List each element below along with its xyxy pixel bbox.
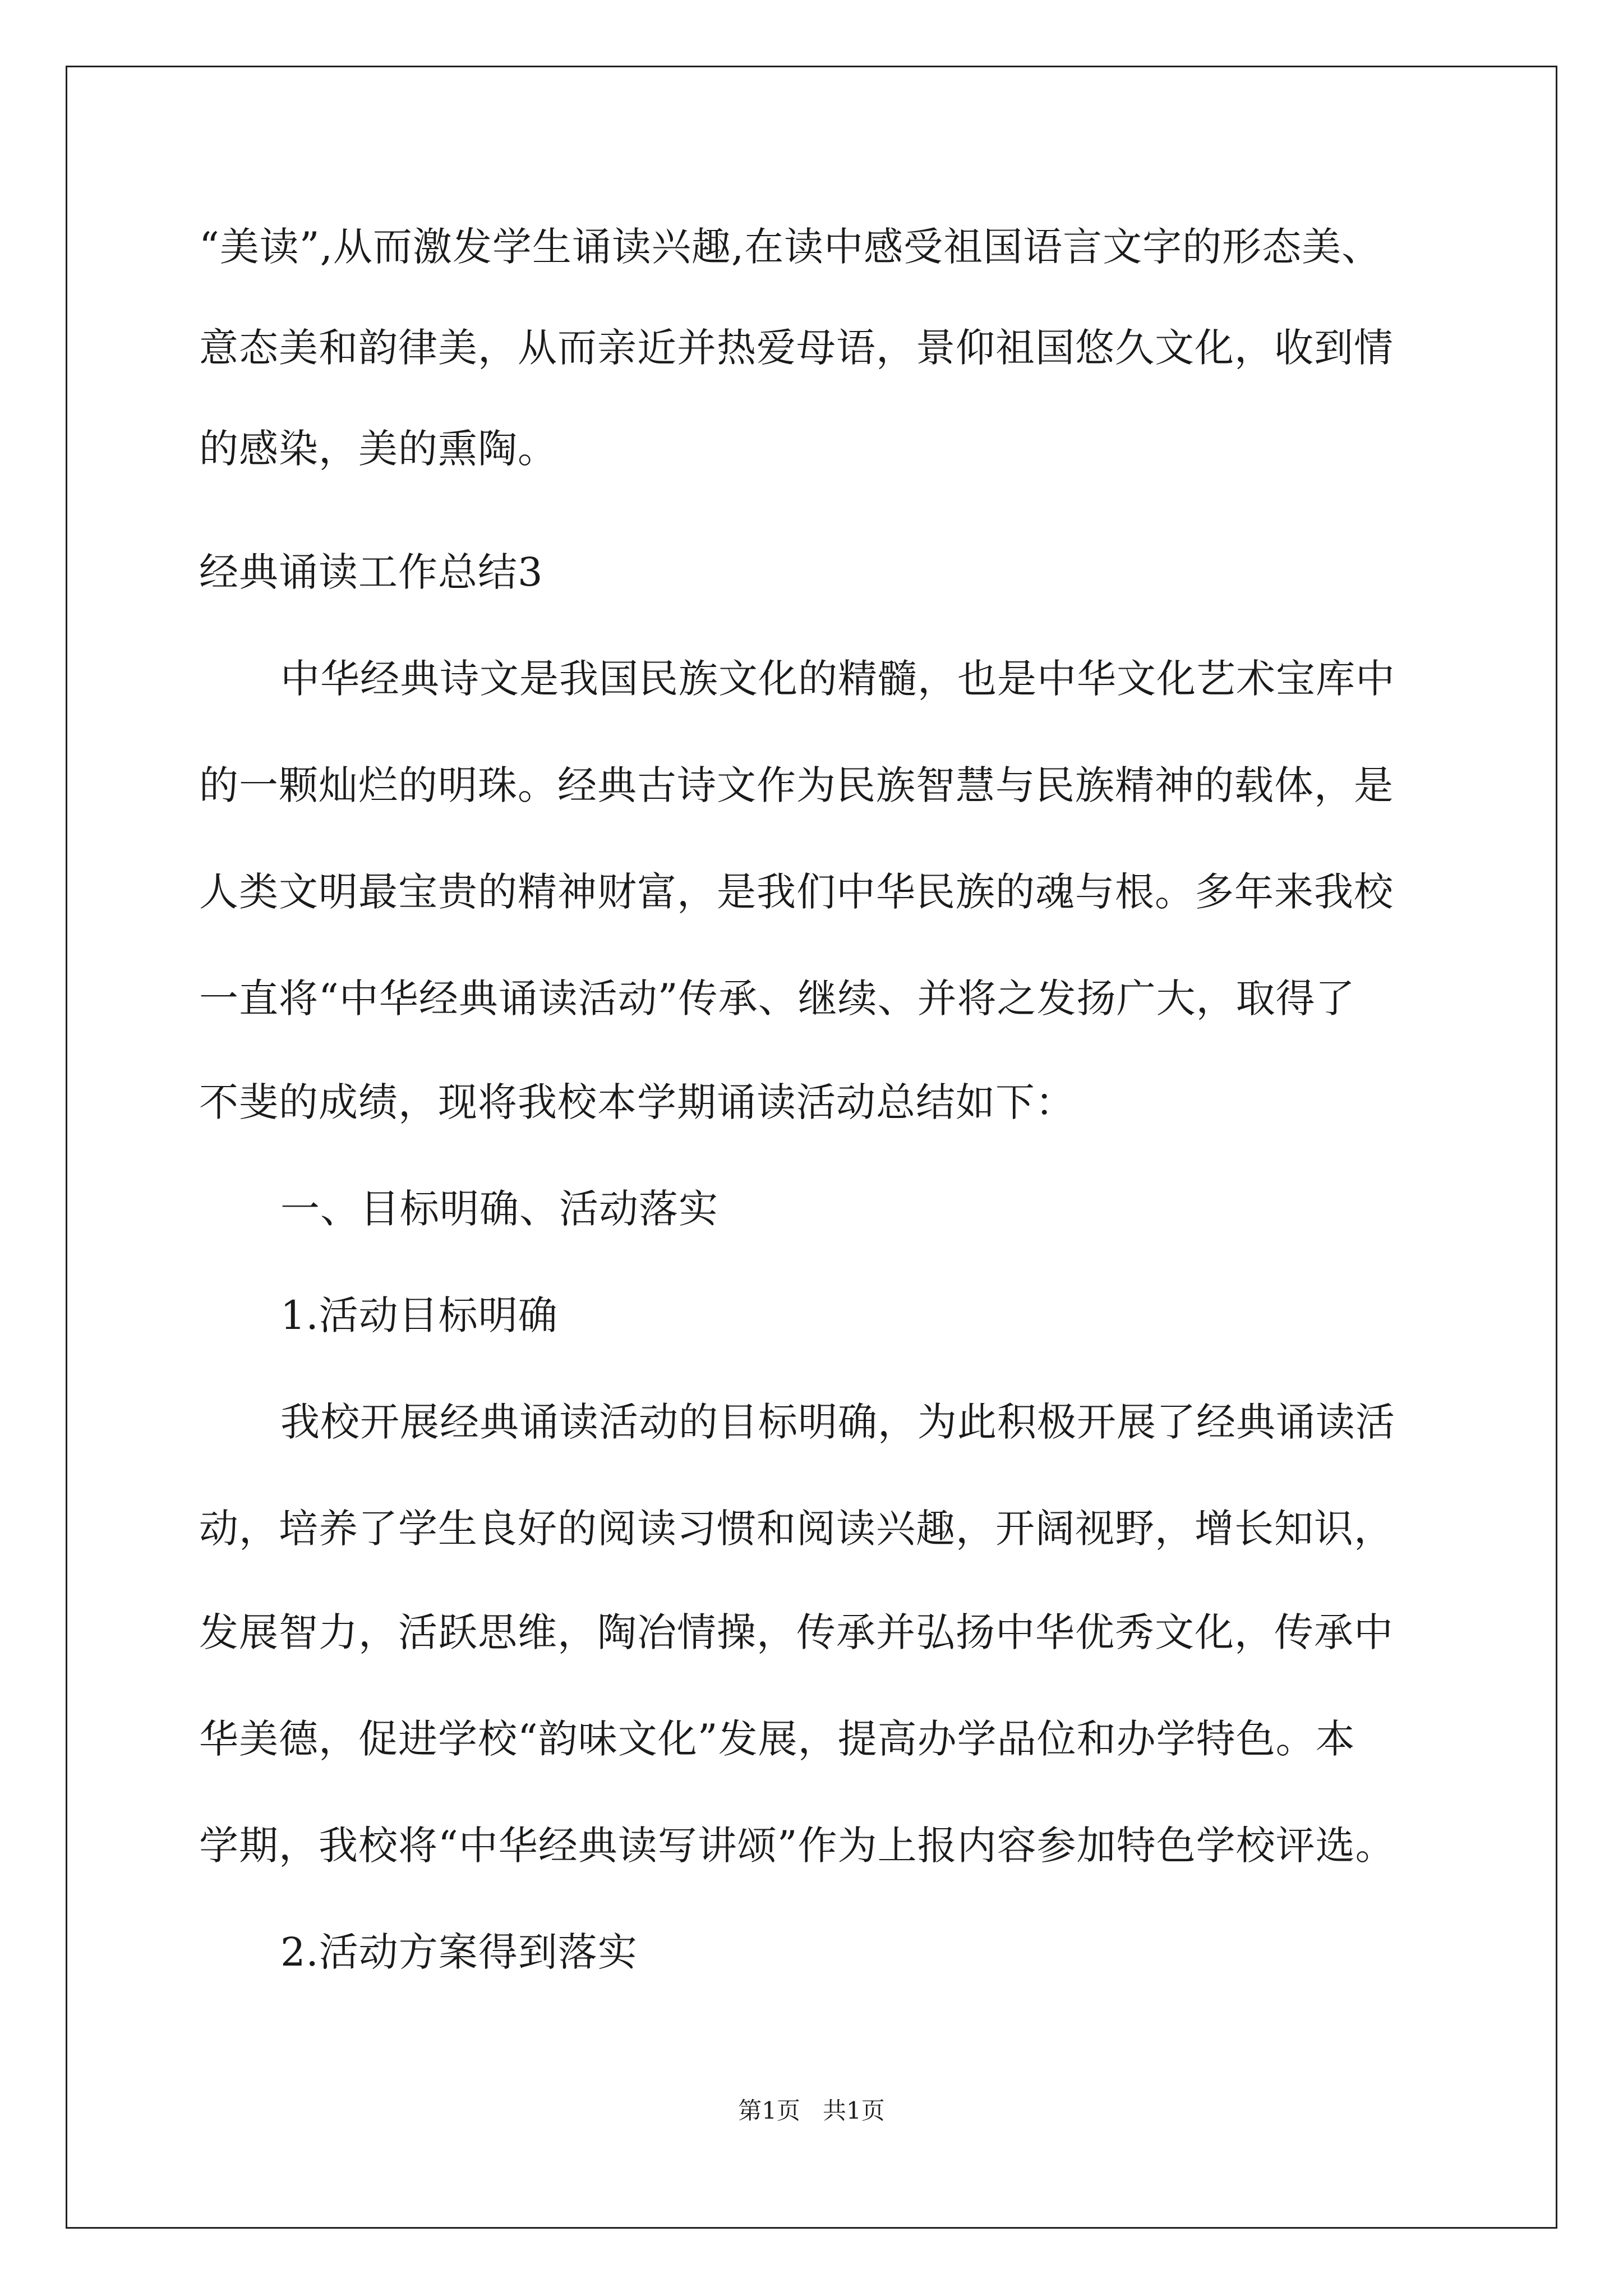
text-line-12: 我校开展经典诵读活动的目标明确，为此积极开展了经典诵读活 [280, 1399, 1395, 1445]
text-line-16: 学期，我校将“中华经典读写讲颂”作为上报内容参加特色学校评选。 [199, 1823, 1395, 1869]
section-heading: 经典诵读工作总结3 [199, 549, 543, 595]
subheading-1: 一、目标明确、活动落实 [280, 1186, 718, 1232]
text-line-7: 人类文明最宝贵的精神财富，是我们中华民族的魂与根。多年来我校 [199, 869, 1394, 915]
text-line-5: 中华经典诗文是我国民族文化的精髓，也是中华文化艺术宝库中 [280, 656, 1395, 702]
text-line-3: 的感染，美的熏陶。 [199, 426, 557, 472]
page-border [66, 66, 1557, 2229]
text-line-6: 的一颗灿烂的明珠。经典古诗文作为民族智慧与民族精神的载体，是 [199, 762, 1394, 808]
page-number-footer: 第1页 共1页 [738, 2097, 885, 2124]
text-line-14: 发展智力，活跃思维，陶冶情操，传承并弘扬中华优秀文化，传承中 [199, 1609, 1394, 1655]
text-line-2: 意态美和韵律美，从而亲近并热爱母语，景仰祖国悠久文化，收到情 [199, 325, 1394, 371]
text-line-15: 华美德，促进学校“韵味文化”发展，提高办学品位和办学特色。本 [199, 1716, 1355, 1762]
subheading-1-1: 1.活动目标明确 [280, 1292, 558, 1338]
text-line-1: “美读”,从而激发学生诵读兴趣,在读中感受祖国语言文字的形态美、 [199, 224, 1382, 270]
text-line-13: 动，培养了学生良好的阅读习惯和阅读兴趣，开阔视野，增长知识， [199, 1506, 1394, 1552]
text-line-8: 一直将“中华经典诵读活动”传承、继续、并将之发扬广大，取得了 [199, 976, 1355, 1022]
subheading-1-2: 2.活动方案得到落实 [280, 1929, 638, 1975]
text-line-9: 不斐的成绩，现将我校本学期诵读活动总结如下： [199, 1079, 1075, 1125]
